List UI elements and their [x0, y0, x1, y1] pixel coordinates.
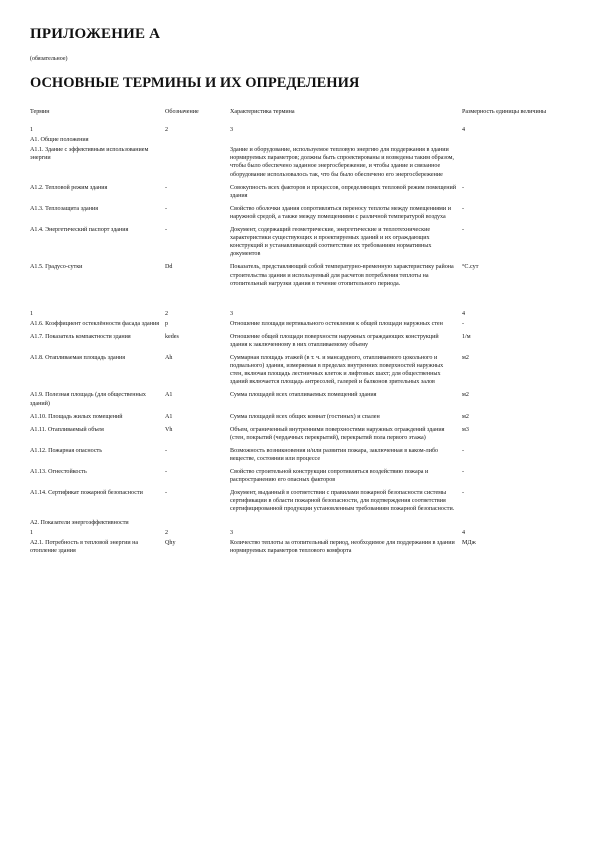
unit-cell: м2 — [462, 392, 469, 399]
table-row — [30, 263, 565, 287]
col-number-1: 1 — [30, 127, 34, 134]
symbol-cell: - — [165, 227, 168, 234]
symbol-cell: kеdes — [165, 333, 179, 340]
term-cell: А1.5. Градусо-сутки — [30, 264, 83, 271]
description-cell: Возможность возникновения и/или развития пожара, заключенная в каком-либо веществе, состоянии или процессе — [230, 447, 439, 462]
description-cell: Сумма площадей всех общих комнат (гостиных) и спален — [230, 413, 380, 420]
unit-cell: м3 — [462, 426, 469, 433]
description-cell: Свойство строительной конструкции сопротивляться воздействию пожара и распространению его опасных факторов — [230, 469, 429, 484]
col-number-4: 4 — [462, 127, 466, 134]
col-number-1: 1 — [30, 529, 34, 536]
column-numbers-row-repeat-2 — [30, 529, 565, 537]
unit-cell: °С.сут — [462, 264, 479, 271]
table-row — [30, 391, 565, 407]
symbol-cell: Qhy — [165, 539, 176, 546]
description-cell: Документ, содержащий геометрические, энергетические и теплотехнические характеристики существующих и проектируемых зданий и их ограждающих конструкций и устанавливающий соответствие их требованиям нормативных документов — [230, 227, 432, 258]
term-cell: А1.11. Отапливаемый объем — [30, 426, 104, 433]
appendix-title: ПРИЛОЖЕНИЕ А — [30, 26, 161, 42]
description-cell: Совокупность всех факторов и процессов, определяющих тепловой режим помещений здания — [230, 184, 457, 199]
unit-cell: - — [462, 320, 465, 327]
unit-cell: - — [462, 227, 465, 234]
unit-cell: - — [462, 205, 465, 212]
symbol-cell: A1 — [165, 392, 173, 399]
term-cell: А1.3. Теплозащита здания — [30, 205, 99, 212]
symbol-cell: - — [165, 205, 168, 212]
unit-cell: - — [462, 447, 465, 454]
term-cell: А1.8. Отапливаемая площадь здания — [30, 355, 126, 362]
col-number-2: 2 — [165, 127, 169, 134]
table-row — [30, 226, 565, 258]
term-cell: А1.2. Тепловой режим здания — [30, 184, 108, 191]
section-title: А2. Показатели энергоэффективности — [30, 519, 129, 526]
symbol-cell: - — [165, 469, 168, 476]
description-cell: Суммарная площадь этажей (в т. ч. и мансардного, отапливаемого цокольного и подвального) здания, измеряемая в пределах внутренних поверхностей наружных стен, включая площадь лестничных клеток и лифтовых шахт; для общественных зданий включается площадь антресолей, галерей и балконов зрительных залов — [230, 355, 444, 386]
description-cell: Сумма площадей всех отапливаемых помещений здания — [230, 392, 377, 399]
table-row — [30, 333, 565, 349]
symbol-cell: A1 — [165, 413, 173, 420]
table-row — [30, 413, 565, 421]
term-cell: А1.13. Огнестойкость — [30, 469, 87, 476]
col-number-2: 2 — [165, 310, 169, 317]
symbol-cell: Ah — [165, 355, 173, 362]
table-row — [30, 447, 565, 463]
description-cell: Количество теплоты за отопительный период, необходимое для поддержания в здании нормируемых параметров теплового комфорта — [230, 539, 455, 554]
col-number-3: 3 — [230, 310, 234, 317]
term-cell: А1.12. Пожарная опасность — [30, 447, 102, 454]
description-cell: Здание и оборудование, используемое тепловую энергию для поддержания в здании нормируемых параметров; должны быть спроектированы и возведены таким образом, чтобы было обеспечено заданное энергосбережение, и чтобы здание и связанное оборудование использовалось так, что бы было обеспечено его энергосбережение — [230, 147, 455, 178]
symbol-cell: - — [165, 447, 168, 454]
col-number-2: 2 — [165, 529, 169, 536]
unit-cell: 1/м — [462, 333, 471, 340]
table-header-row — [30, 108, 565, 116]
term-cell: А1.6. Коэффициент остеклённости фасада здания — [30, 320, 160, 327]
table-row — [30, 354, 565, 386]
table-row — [30, 184, 565, 200]
description-cell: Отношение общей площади поверхности наружных ограждающих конструкций здания к заключенному в них отапливаемому объему — [230, 333, 439, 348]
symbol-cell: Dd — [165, 264, 173, 271]
table-row — [30, 468, 565, 484]
term-cell: А1.1. Здание с эффективным использованием энергии — [30, 147, 149, 162]
description-cell: Отношение площади вертикального остекления к общей площади наружных стен — [230, 320, 443, 327]
table-row — [30, 489, 565, 513]
table-row — [30, 146, 565, 178]
terms-table — [30, 108, 565, 555]
header-unit: Размерность единицы величины — [462, 109, 547, 115]
term-cell: А1.4. Энергетический паспорт здания — [30, 227, 129, 234]
unit-cell: - — [462, 184, 465, 191]
header-symbol: Обозначение — [165, 109, 199, 115]
unit-cell: м2 — [462, 413, 469, 420]
rows-group-c — [30, 539, 565, 555]
appendix-note: (обязательное) — [30, 56, 68, 62]
col-number-3: 3 — [230, 529, 234, 536]
header-term: Термин — [30, 109, 50, 115]
term-cell: А1.9. Полезная площадь (для общественных зданий) — [30, 392, 146, 407]
table-row — [30, 205, 565, 221]
section-heading-a2 — [30, 519, 565, 527]
term-cell: А1.7. Показатель компактности здания — [30, 333, 131, 340]
symbol-cell: p — [165, 320, 169, 327]
column-numbers-row-repeat — [30, 310, 565, 318]
section-title: А1. Общие положения — [30, 137, 89, 144]
term-cell: А2.1. Потребность в тепловой энергии на отопление здания — [30, 539, 139, 554]
rows-group-a — [30, 146, 565, 287]
symbol-cell: - — [165, 490, 168, 497]
col-number-4: 4 — [462, 310, 466, 317]
term-cell: А1.14. Сертификат пожарной безопасности — [30, 490, 143, 497]
description-cell: Свойство оболочки здания сопротивляться переносу теплоты между помещениями и наружной средой, а также между помещениями с различной температурой воздуха — [230, 205, 451, 220]
term-cell: А1.10. Площадь жилых помещений — [30, 413, 123, 420]
col-number-4: 4 — [462, 529, 466, 536]
symbol-cell: Vh — [165, 426, 173, 433]
unit-cell: - — [462, 490, 465, 497]
symbol-cell: - — [165, 184, 168, 191]
unit-cell: м2 — [462, 355, 469, 362]
section-heading-a1 — [30, 136, 565, 144]
description-cell: Объем, ограниченный внутренними поверхностями наружных ограждений здания (стен, покрытий (чердачных перекрытий), перекрытий пола первого этажа) — [230, 426, 445, 441]
table-row — [30, 426, 565, 442]
col-number-1: 1 — [30, 310, 34, 317]
header-description: Характеристика термина — [230, 109, 295, 115]
table-row — [30, 320, 565, 328]
unit-cell: МДж — [462, 539, 476, 546]
description-cell: Документ, выданный в соответствии с правилами пожарной безопасности системы сертификации в области пожарной безопасности, для подтверждения соответствия сертифицированной продукции установленным требованиям пожарной безопасности. — [230, 490, 455, 513]
table-row — [30, 539, 565, 555]
col-number-3: 3 — [230, 127, 234, 134]
main-title: ОСНОВНЫЕ ТЕРМИНЫ И ИХ ОПРЕДЕЛЕНИЯ — [30, 75, 360, 91]
column-numbers-row — [30, 126, 565, 134]
rows-group-b — [30, 320, 565, 514]
description-cell: Показатель, представляющий собой температурно-временную характеристику района строительства здания и используемый для расчетов потребления теплоты на отопительный нагрузки здания в течение отопительного периода. — [230, 264, 454, 287]
unit-cell: - — [462, 469, 465, 476]
document-page — [30, 26, 565, 560]
